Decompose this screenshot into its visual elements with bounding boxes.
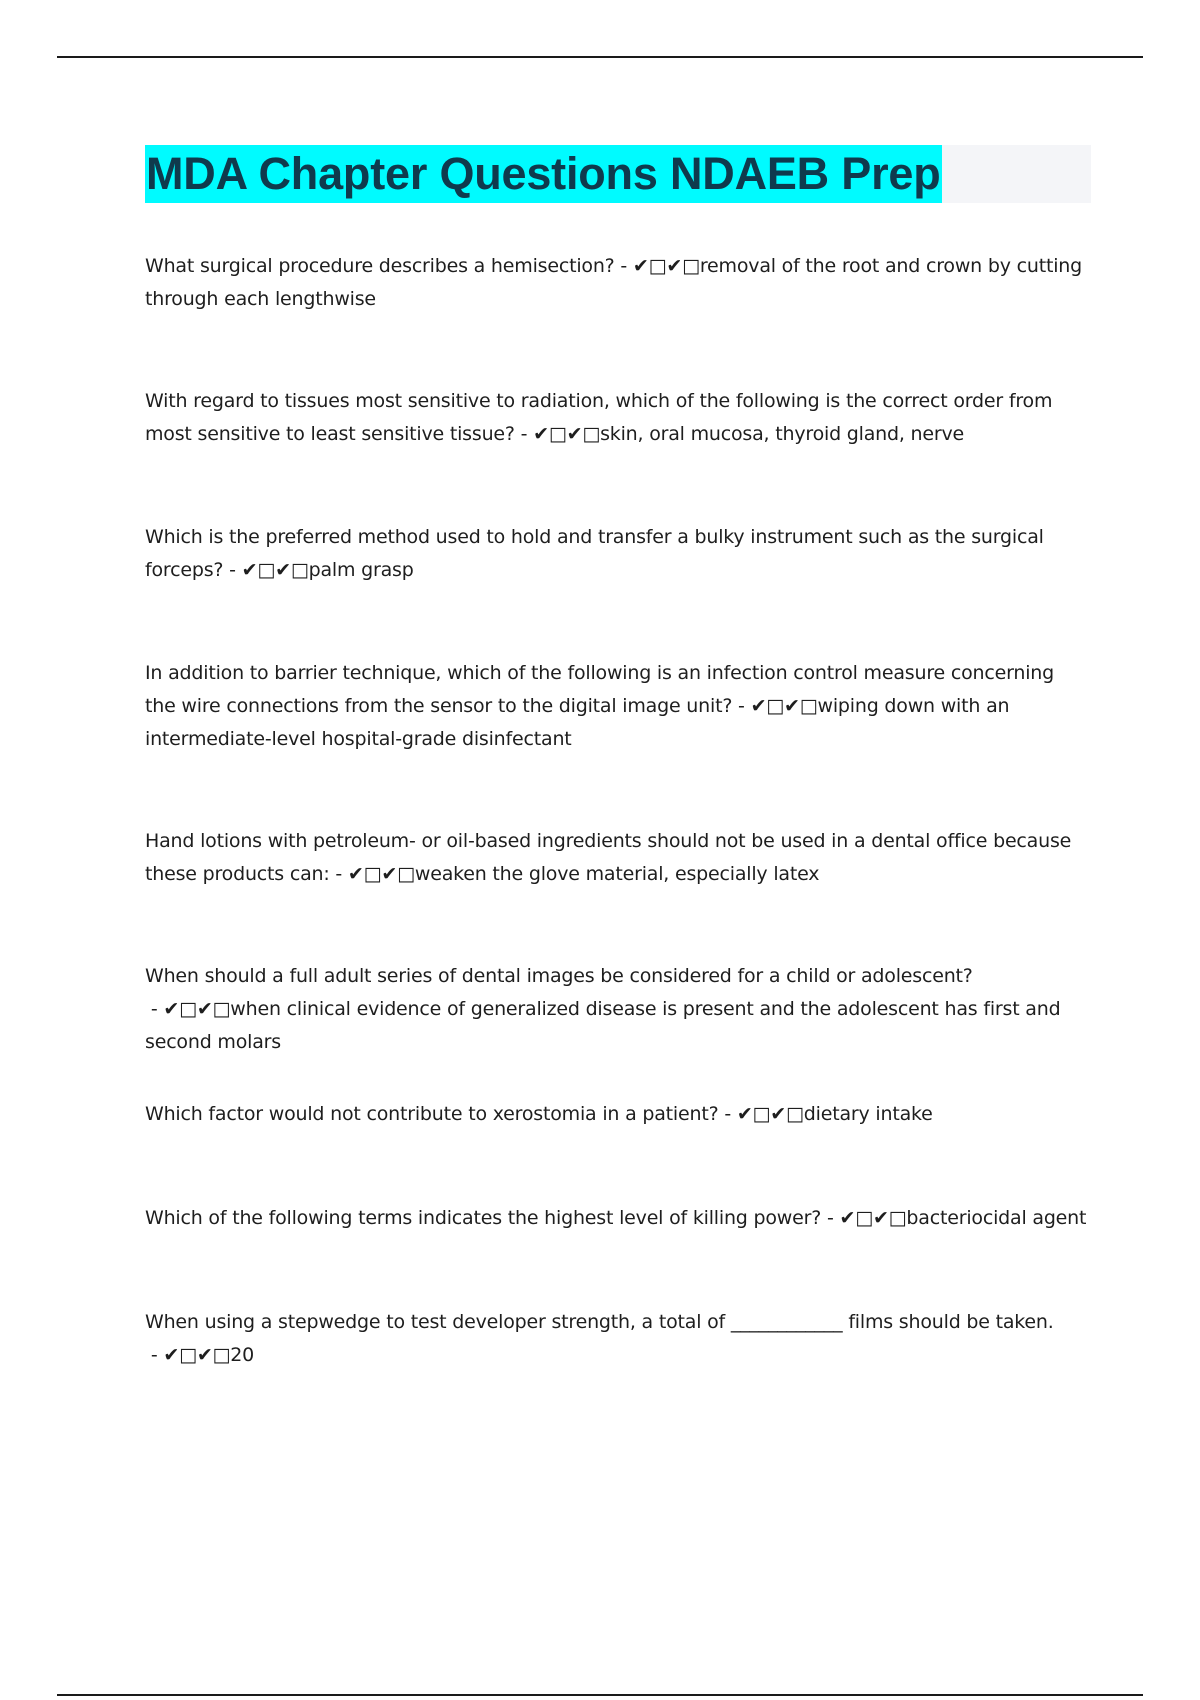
question-text: Hand lotions with petroleum- or oil-based ingredients should not be used in a dental office because these products can:: [145, 830, 1072, 885]
title-banner: [145, 145, 1091, 203]
separator: -: [145, 1344, 164, 1366]
check-marker: ✔□✔□: [533, 423, 601, 445]
check-marker: ✔□✔□: [839, 1207, 907, 1229]
separator: -: [732, 695, 751, 717]
question-text: In addition to barrier technique, which of the following is an infection control measure concerning the wire connections from the sensor to the digital image unit?: [145, 662, 1055, 717]
question-text: With regard to tissues most sensitive to radiation, which of the following is the correct order from most sensitive to least sensitive tissue?: [145, 390, 1053, 445]
check-marker: ✔□✔□: [347, 863, 415, 885]
answer-text: removal of the root and crown by cutting through each lengthwise: [145, 255, 1082, 310]
qa-item: [145, 657, 1090, 756]
qa-item: [145, 1202, 1090, 1235]
separator: -: [223, 559, 242, 581]
answer-text: palm grasp: [308, 559, 414, 581]
check-marker: ✔□✔□: [750, 695, 818, 717]
check-marker: ✔□✔□: [163, 998, 231, 1020]
check-marker: ✔□✔□: [241, 559, 309, 581]
check-marker: ✔□✔□: [736, 1103, 804, 1125]
question-text: When should a full adult series of dental images be considered for a child or adolescent?: [145, 965, 973, 987]
check-marker: ✔□✔□: [163, 1344, 231, 1366]
answer-text: wiping down with an intermediate-level hospital-grade disinfectant: [145, 695, 1010, 750]
header-rule: [57, 56, 1143, 58]
separator: -: [145, 998, 164, 1020]
separator: -: [514, 423, 534, 445]
question-text: When using a stepwedge to test developer strength, a total of ____________ films should be taken.: [145, 1311, 1054, 1333]
question-text: Which factor would not contribute to xerostomia in a patient?: [145, 1103, 719, 1125]
answer-text: skin, oral mucosa, thyroid gland, nerve: [600, 423, 965, 445]
document-title: MDA Chapter Questions NDAEB Prep: [145, 145, 942, 203]
question-text: Which of the following terms indicates the highest level of killing power?: [145, 1207, 822, 1229]
answer-text: bacteriocidal agent: [906, 1207, 1087, 1229]
qa-item: [145, 960, 1090, 1059]
qa-item: [145, 385, 1090, 451]
separator: -: [614, 255, 633, 277]
footer-rule: [57, 1694, 1143, 1696]
separator: -: [718, 1103, 737, 1125]
qa-item: [145, 1098, 1090, 1131]
answer-text: 20: [230, 1344, 255, 1366]
answer-text: dietary intake: [803, 1103, 933, 1125]
answer-text: when clinical evidence of generalized disease is present and the adolescent has first and second molars: [145, 998, 1061, 1053]
qa-item: [145, 825, 1090, 891]
separator: -: [821, 1207, 840, 1229]
answer-text: weaken the glove material, especially latex: [414, 863, 820, 885]
qa-item: [145, 1306, 1090, 1372]
qa-item: [145, 250, 1090, 316]
question-text: Which is the preferred method used to hold and transfer a bulky instrument such as the surgical forceps?: [145, 526, 1044, 581]
qa-item: [145, 521, 1090, 587]
question-text: What surgical procedure describes a hemisection?: [145, 255, 615, 277]
check-marker: ✔□✔□: [632, 255, 700, 277]
separator: -: [329, 863, 348, 885]
